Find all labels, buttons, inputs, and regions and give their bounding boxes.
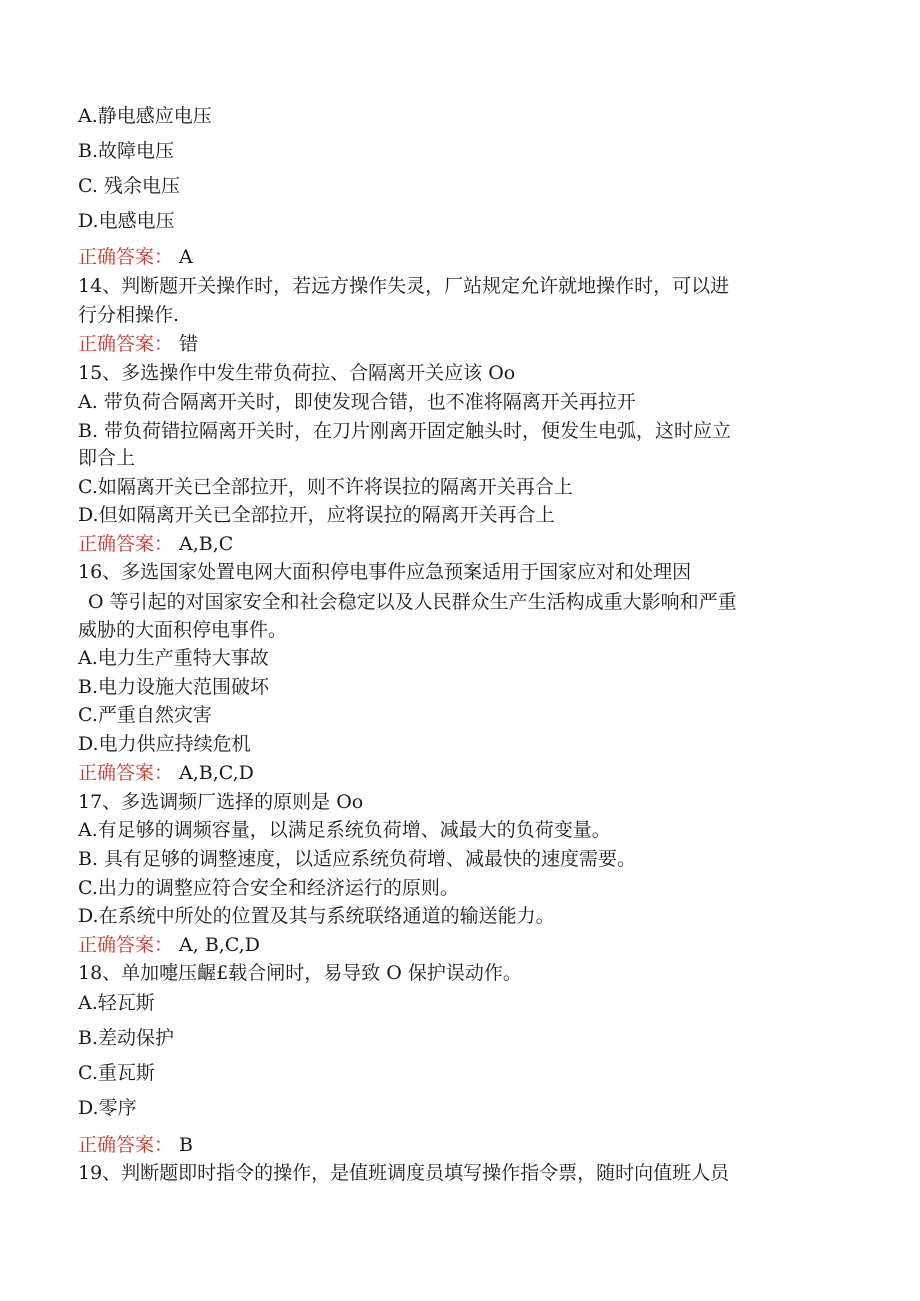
answer-line [78,932,838,958]
option-line: C.如隔离开关已全部拉开，则不许将误拉的隔离开关再合上 [78,476,573,498]
answer-label: 正确答案： [78,934,174,956]
question-line: 19、判断题即时指令的操作，是值班调度员填写操作指令票，随时向值班人员 [78,1162,730,1184]
option-line: D.但如隔离开关已全部拉开，应将误拉的隔离开关再合上 [78,504,555,526]
question-line: 14、判断题开关操作时，若远方操作失灵，厂站规定允许就地操作时，可以进 [78,275,730,297]
option-line: A.轻瓦斯 [78,992,155,1014]
question-line: 16、多选国家处置电网大面积停电事件应急预案适用于国家应对和处理因 [78,561,692,583]
answer-label: 正确答案： [78,1134,174,1156]
option-line: A.静电感应电压 [78,105,212,127]
question-line: 15、多选操作中发生带负荷拉、合隔离开关应该 Oo [78,362,516,384]
answer-value: A, B,C,D [179,934,260,956]
option-line: C.严重自然灾害 [78,704,212,726]
question-line: 行分相操作. [78,304,180,326]
answer-value: A,B,C,D [179,762,254,784]
option-line: D.电力供应持续危机 [78,733,251,755]
answer-value: A,B,C [179,533,234,555]
answer-label: 正确答案： [78,246,174,268]
answer-line [78,1132,838,1158]
option-line: A.有足够的调频容量，以满足系统负荷增、减最大的负荷变量。 [78,819,611,841]
answer-line [78,531,838,557]
answer-value: B [179,1134,193,1156]
option-line: C.重瓦斯 [78,1062,155,1084]
option-line: D.在系统中所处的位置及其与系统联络通道的输送能力。 [78,905,555,927]
option-line: B.故障电压 [78,140,175,162]
answer-line [78,760,838,786]
answer-value: A [179,246,193,268]
option-line: 即合上 [78,447,136,469]
question-line: 18、单加嚏压齷£载合闸时，易导致 O 保护误动作。 [78,962,522,984]
option-line: C. 残余电压 [78,175,180,197]
option-line: A.电力生产重特大事故 [78,647,269,669]
answer-label: 正确答案： [78,333,174,355]
option-line: B. 具有足够的调整速度，以适应系统负荷增、减最快的速度需要。 [78,848,637,870]
option-line: A. 带负荷合隔离开关时，即使发现合错，也不准将隔离开关再拉开 [78,391,636,413]
option-line: B.电力设施大范围破坏 [78,676,270,698]
answer-label: 正确答案： [78,762,174,784]
option-line: B.差动保护 [78,1027,175,1049]
option-line: B. 带负荷错拉隔离开关时，在刀片刚离开固定触头时，便发生电弧，这时应立 [78,420,732,442]
option-line: C.出力的调整应符合安全和经济运行的原则。 [78,877,459,899]
question-line: 17、多选调频厂选择的原则是 Oo [78,791,364,813]
question-line: O 等引起的对国家安全和社会稳定以及人民群众生产生活构成重大影响和严重 [88,591,737,613]
question-line: 威胁的大面积停电事件。 [78,619,288,641]
option-line: D.零序 [78,1097,137,1119]
answer-value: 错 [179,333,199,355]
option-line: D.电感电压 [78,210,175,232]
answer-line [78,331,838,357]
answer-line [78,244,838,270]
answer-label: 正确答案： [78,533,174,555]
